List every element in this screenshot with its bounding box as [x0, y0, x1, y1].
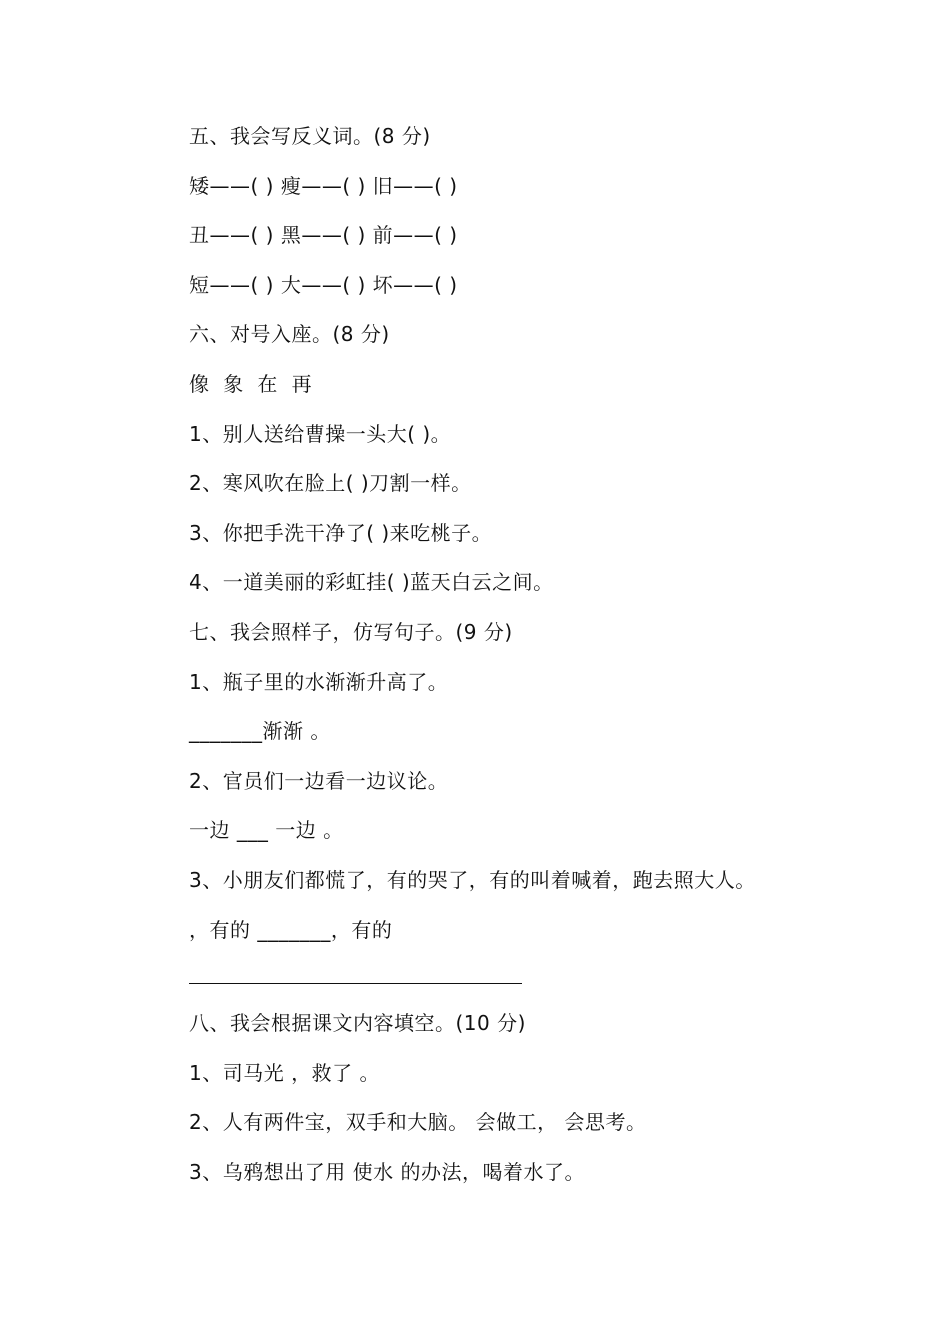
section-eight-heading: 八、我会根据课文内容填空。(10 分)	[189, 1011, 526, 1036]
word-choices: 像 象 在 再	[189, 371, 313, 396]
blank-underline	[189, 983, 522, 984]
section-seven-heading: 七、我会照样子，仿写句子。(9 分)	[189, 619, 513, 644]
answer-rule-line	[189, 961, 889, 1005]
imitation-line-2: 一边 ___ 一边 。	[189, 818, 344, 843]
text-fill-3: 3、乌鸦想出了用 使水 的办法，喝着水了。	[189, 1159, 585, 1184]
antonym-row-3: 短——( ) 大——( ) 坏——( )	[189, 272, 458, 297]
example-sentence-2: 2、官员们一边看一边议论。	[189, 768, 449, 793]
example-sentence-3: 3、小朋友们都慌了，有的哭了，有的叫着喊着，跑去照大人。	[189, 867, 756, 892]
antonym-row-1: 矮——( ) 瘦——( ) 旧——( )	[189, 173, 458, 198]
imitation-line-3: ，有的 _______，有的	[189, 917, 393, 942]
imitation-line-1: _______渐渐 。	[189, 719, 331, 744]
worksheet-content	[189, 118, 889, 1203]
fill-sentence-4: 4、一道美丽的彩虹挂( )蓝天白云之间。	[189, 570, 554, 595]
text-fill-2: 2、人有两件宝，双手和大脑。 会做工， 会思考。	[189, 1110, 647, 1135]
fill-sentence-1: 1、别人送给曹操一头大( )。	[189, 421, 452, 446]
example-sentence-1: 1、瓶子里的水渐渐升高了。	[189, 669, 449, 694]
text-fill-1: 1、司马光 ，救了 。	[189, 1060, 380, 1085]
fill-sentence-3: 3、你把手洗干净了( )来吃桃子。	[189, 520, 493, 545]
section-six-heading: 六、对号入座。(8 分)	[189, 322, 390, 347]
section-five-heading: 五、我会写反义词。(8 分)	[189, 124, 431, 148]
antonym-row-2: 丑——( ) 黑——( ) 前——( )	[189, 223, 458, 248]
fill-sentence-2: 2、寒风吹在脸上( )刀割一样。	[189, 471, 472, 496]
